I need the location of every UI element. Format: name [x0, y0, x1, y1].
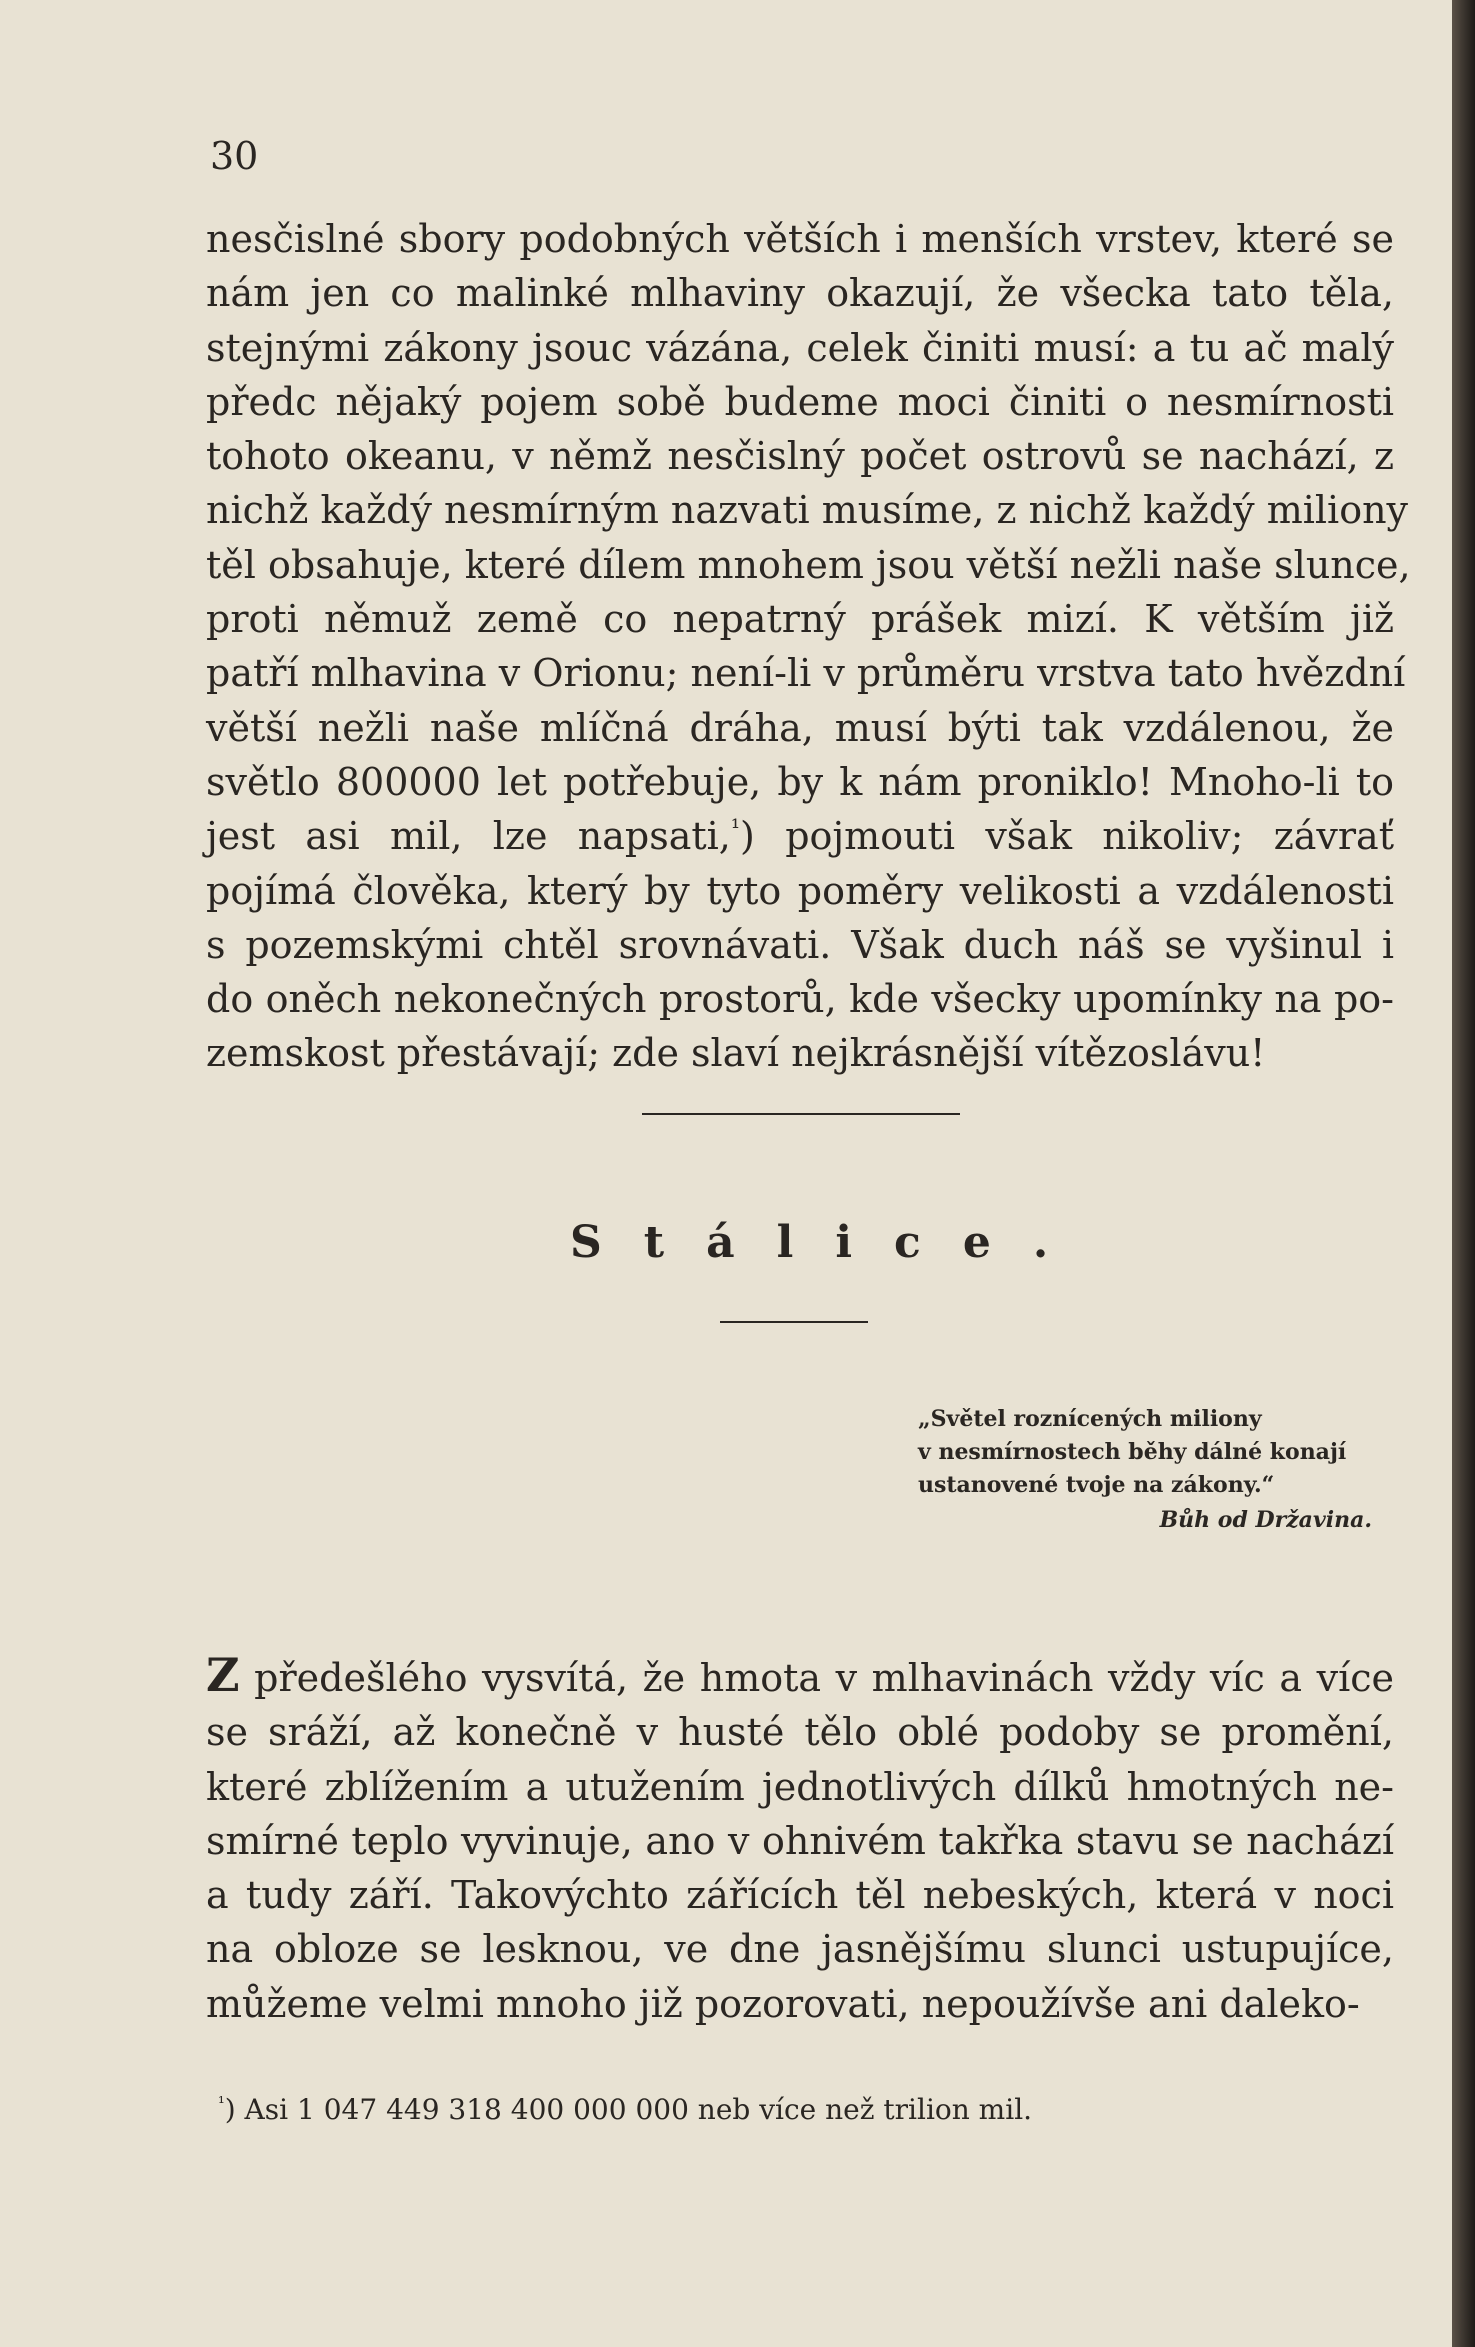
text-line: nichž každý nesmírným nazvati musíme, z nichž každý miliony [206, 488, 1409, 533]
text-line: se sráží, až konečně v husté tělo oblé podoby se promění, [206, 1710, 1394, 1755]
text-line: větší nežli naše mlíčná dráha, musí býti tak vzdálenou, že [206, 705, 1394, 750]
paragraph-1 [206, 212, 1411, 1081]
section-divider-bottom [720, 1321, 868, 1323]
text-line: smírné teplo vyvinuje, ano v ohnivém takřka stavu se nachází [206, 1818, 1394, 1863]
footnote-text: ) Asi 1 047 449 318 400 000 000 neb více než trilion mil. [224, 2093, 1033, 2126]
text-line-rest: předešlého vysvítá, že hmota v mlhavinách vždy víc a více [239, 1656, 1394, 1700]
text-line: a tudy září. Takovýchto zářících těl nebeských, která v noci [206, 1873, 1394, 1918]
epigraph-line: „Světel roznícených miliony [918, 1406, 1262, 1432]
text-line: které zblížením a utužením jednotlivých dílků hmotných ne- [206, 1764, 1394, 1809]
text-line: stejnými zákony jsouc vázána, celek činiti musí: a tu ač malý [206, 325, 1394, 370]
text-line: s pozemskými chtěl srovnávati. Však duch náš se vyšinul i [206, 922, 1394, 967]
text-line: do oněch nekonečných prostorů, kde všecky upomínky na po- [206, 977, 1394, 1022]
text-line: nám jen co malinké mlhaviny okazují, že všecka tato těla, [206, 271, 1394, 316]
epigraph-line: ustanovené tvoje na zákony.“ [918, 1472, 1275, 1498]
epigraph-line: v nesmírnostech běhy dálné konají [918, 1439, 1347, 1465]
text-line-start: jest asi mil, lze napsati, [206, 814, 731, 859]
text-line: na obloze se lesknou, ve dne jasnějšímu slunci ustupujíce, [206, 1927, 1394, 1972]
book-spine-edge [1452, 0, 1475, 2347]
footnote [218, 2090, 1032, 2130]
text-line-with-footnote [206, 809, 1394, 863]
text-line: proti němuž země co nepatrný prášek mizí. K větším již [206, 597, 1394, 642]
text-line: těl obsahuje, které dílem mnohem jsou větší nežli naše slunce, [206, 542, 1411, 587]
section-title: Stálice. [570, 1217, 1091, 1268]
text-line: můžeme velmi mnoho již pozorovati, nepoužívše ani daleko- [206, 1981, 1360, 2026]
text-line: světlo 800000 let potřebuje, by k nám proniklo! Mnoho-li to [206, 759, 1394, 804]
text-line: tohoto okeanu, v němž nesčislný počet ostrovů se nachází, z [206, 434, 1394, 479]
footnote-marker: ¹ [218, 2092, 225, 2113]
text-line: nesčislné sbory podobných větších i menších vrstev, které se [206, 217, 1394, 261]
text-line-end: ) pojmouti však nikoliv; závrať [740, 814, 1394, 859]
text-line-first [206, 1648, 1394, 1705]
section-divider-top [642, 1113, 960, 1115]
text-line: zemskost přestávají; zde slaví nejkrásnější vítězoslávu! [206, 1031, 1266, 1076]
footnote-reference: ¹ [730, 815, 741, 842]
epigraph-source: Bůh od Državina. [1159, 1507, 1372, 1533]
text-line: patří mlhavina v Orionu; není-li v průměru vrstva tato hvězdní [206, 651, 1406, 696]
epigraph [918, 1403, 1372, 1537]
drop-cap: Z [206, 1648, 240, 1702]
text-line: pojímá člověka, který by tyto poměry velikosti a vzdálenosti [206, 868, 1394, 913]
text-line: předc nějaký pojem sobě budeme moci činiti o nesmírnosti [206, 379, 1394, 424]
page-number: 30 [210, 134, 259, 178]
paragraph-2 [206, 1648, 1394, 2031]
